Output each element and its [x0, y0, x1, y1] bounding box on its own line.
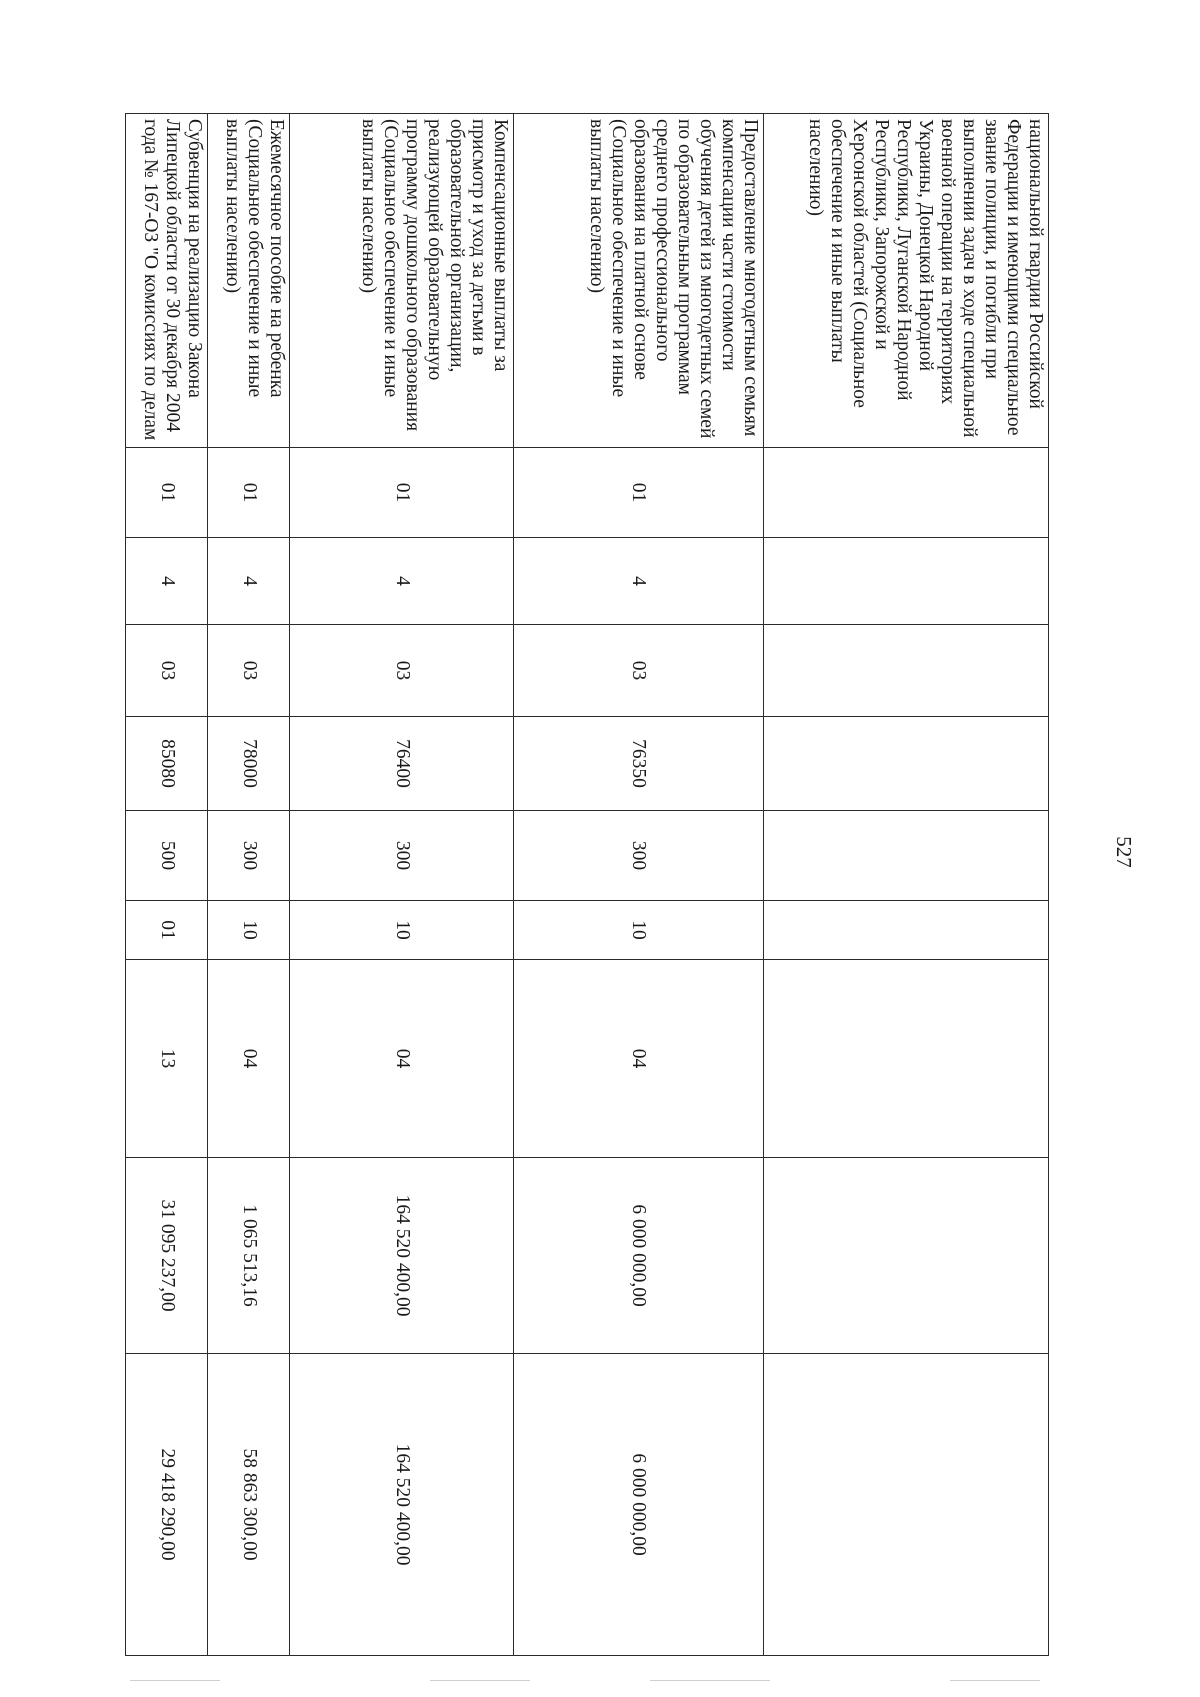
code-cell: 10 — [514, 901, 764, 960]
code-cell: 01 — [290, 448, 514, 538]
table-row — [208, 114, 290, 1656]
table-row — [290, 114, 514, 1656]
code-cell: 04 — [290, 960, 514, 1158]
table-row — [126, 114, 208, 1656]
code-cell — [763, 625, 1048, 717]
row-description: Субвенция на реализацию Закона Липецкой области от 30 декабря 2004 года № 167-ОЗ "О комиссиях по делам — [126, 114, 208, 448]
row-description: Ежемесячное пособие на ребенка (Социальное обеспечение и иные выплаты населению) — [208, 114, 290, 448]
table-row — [763, 114, 1048, 1656]
code-cell: 13 — [126, 960, 208, 1158]
code-cell: 04 — [208, 960, 290, 1158]
amount-cell: 31 095 237,00 — [126, 1158, 208, 1354]
code-cell: 300 — [514, 811, 764, 901]
code-cell: 76350 — [514, 717, 764, 811]
amount-cell: 164 520 400,00 — [290, 1158, 514, 1354]
amount-cell — [763, 1158, 1048, 1354]
code-cell — [763, 538, 1048, 625]
code-cell: 04 — [514, 960, 764, 1158]
code-cell — [763, 811, 1048, 901]
amount-cell — [763, 1354, 1048, 1656]
amount-cell: 29 418 290,00 — [126, 1354, 208, 1656]
rotated-table-container — [125, 113, 1049, 1655]
amount-cell: 58 863 300,00 — [208, 1354, 290, 1656]
code-cell: 85080 — [126, 717, 208, 811]
code-cell: 4 — [126, 538, 208, 625]
code-cell: 03 — [208, 625, 290, 717]
code-cell: 4 — [290, 538, 514, 625]
code-cell: 01 — [514, 448, 764, 538]
amount-cell: 6 000 000,00 — [514, 1158, 764, 1354]
code-cell: 78000 — [208, 717, 290, 811]
code-cell: 03 — [290, 625, 514, 717]
code-cell: 10 — [208, 901, 290, 960]
code-cell — [763, 901, 1048, 960]
scan-artifacts — [90, 1680, 1130, 1684]
table-row — [514, 114, 764, 1656]
code-cell: 03 — [514, 625, 764, 717]
code-cell: 4 — [514, 538, 764, 625]
code-cell: 03 — [126, 625, 208, 717]
amount-cell: 164 520 400,00 — [290, 1354, 514, 1656]
page-number: 527 — [1112, 836, 1136, 868]
code-cell — [763, 717, 1048, 811]
code-cell — [763, 448, 1048, 538]
amount-cell: 6 000 000,00 — [514, 1354, 764, 1656]
row-description: Предоставление многодетным семьям компенсации части стоимости обучения детей из многодетных семей по образовательным программам среднего профессионального образования на платной основе (Социальное обеспечение и иные выплаты населению) — [514, 114, 764, 448]
code-cell: 300 — [208, 811, 290, 901]
code-cell: 4 — [208, 538, 290, 625]
amount-cell: 1 065 513,16 — [208, 1158, 290, 1354]
budget-table — [125, 113, 1049, 1656]
code-cell: 76400 — [290, 717, 514, 811]
row-description: Компенсационные выплаты за присмотр и уход за детьми в образовательной организации, реализующей образовательную программу дошкольного образования (Социальное обеспечение и иные выплаты населению) — [290, 114, 514, 448]
row-description: национальной гвардии Российской Федерации и имеющими специальное звание полиции, и погибли при выполнении задач в ходе специальной военной операции на территориях Украины, Донецкой Народной Республики, Луганской Народной Республики, Запорожской и Херсонской областей (Социальное обеспечение и иные выплаты населению) — [763, 114, 1048, 448]
code-cell: 01 — [208, 448, 290, 538]
code-cell: 01 — [126, 901, 208, 960]
code-cell: 500 — [126, 811, 208, 901]
code-cell: 300 — [290, 811, 514, 901]
code-cell — [763, 960, 1048, 1158]
code-cell: 10 — [290, 901, 514, 960]
code-cell: 01 — [126, 448, 208, 538]
